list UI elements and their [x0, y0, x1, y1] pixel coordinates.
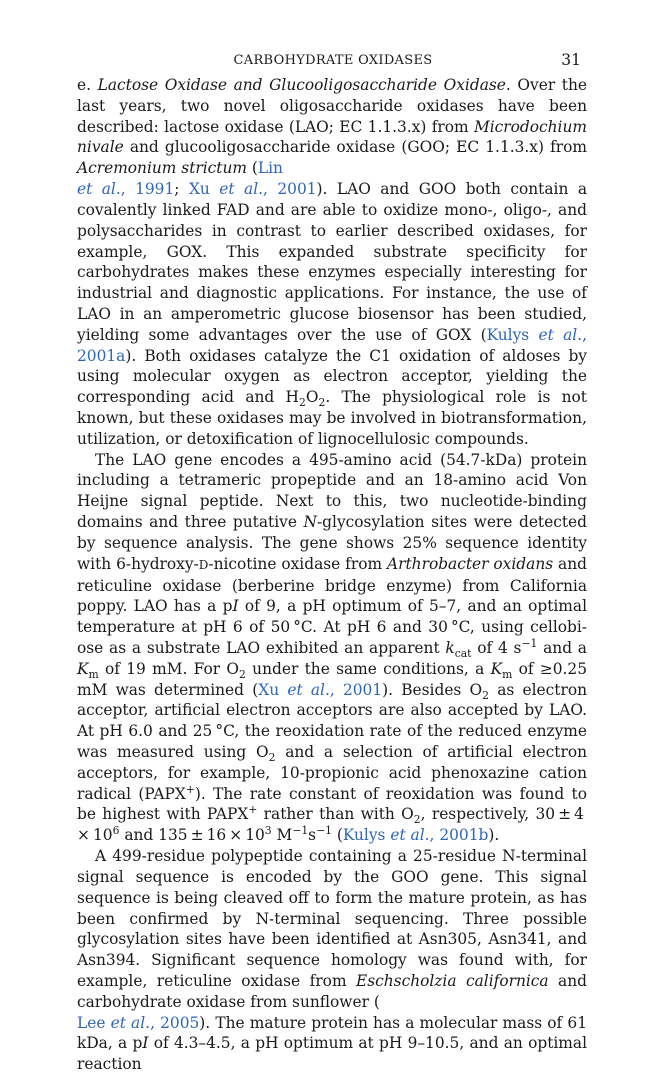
- citation-link[interactable]: Kulys et al., 2001a: [77, 325, 587, 365]
- citation-link[interactable]: Lin et al., 1991: [77, 159, 283, 199]
- organism-name: Microdochium nivale: [77, 117, 587, 157]
- body-text: [77, 75, 587, 1075]
- paragraph-lao-gene: The LAO gene encodes a 495-amino acid (54.7-kDa) protein including a tetrameric propeptide and an 18-amino acid Von Heijne signal peptide. Next to this, two nucleotide-binding domains and three putative N-glycosylation sites were detected by sequence analysis. The gene shows 25% sequence identity with 6-hydroxy-D-nicotine oxidase from Arthrobacter oxidans and reticuline oxidase (berberine bridge enzyme) from California poppy. LAO has a pI of 9, a pH optimum of 5–7, and an optimal temperature at pH 6 of 50 °C. At pH 6 and 30 °C, using cellobiose as a substrate LAO exhibited an apparent $k_{cat}$ of 4 $s^{-1}$ and a $K_m$ of 19 mM. For $O_2$ under the same conditions, a $K_m$ of ≥0.25 mM was determined (Xu et al., 2001). Besides $O_2$ as electron acceptor, artificial electron acceptors are also accepted by LAO. At pH 6.0 and 25 °C, the reoxidation rate of the reduced enzyme was measured using $O_2$ and a selection of artificial electron acceptors, for example, 10-propionic acid phenoxazine cation radical (PAPX+). The rate constant of reoxidation was found to be highest with PAPX+ rather than with $O_2$, respectively, $30 \pm 4 \times 10^6$ and $135 \pm 16 \times 10^3$ $M^{-1}s^{-1}$ (Kulys et al., 2001b).: [77, 450, 588, 845]
- citation-link[interactable]: Kulys et al., 2001b: [342, 826, 489, 845]
- running-head-title: CARBOHYDRATE OXIDASES: [233, 53, 433, 68]
- citation-link[interactable]: Lee et al., 2005: [77, 1013, 200, 1032]
- paragraph-goo-gene: A 499-residue polypeptide containing a 25-residue N-terminal signal sequence is encoded by the GOO gene. This signal sequence is being cleaved off to form the mature protein, as has been confirmed by N-terminal sequencing. Three possible glycosylation sites have been identified at Asn305, Asn341, and Asn394. Significant sequence homology was found with, for example, reticuline oxidase from Eschscholzia californica and carbohydrate oxidase from sunflower ( Lee et al., 2005). The mature protein has a molecular mass of 61 kDa, a pI of 4.3–4.5, a pH optimum at pH 9–10.5, and an optimal reaction: [77, 847, 587, 1074]
- organism-name: Arthrobacter oxidans: [387, 554, 554, 573]
- running-head: [0, 50, 666, 72]
- section-prefix: e.: [77, 76, 98, 94]
- citation-link[interactable]: Xu et al., 2001: [188, 180, 317, 199]
- organism-name: Eschscholzia californica: [356, 971, 549, 990]
- section-heading: Lactose Oxidase and Glucooligosaccharide Oxidase.: [97, 76, 511, 94]
- citation-link[interactable]: Xu et al., 2001: [258, 680, 383, 699]
- paragraph-lactose-oxidase: e. Lactose Oxidase and Glucooligosaccharide Oxidase. Over the last years, two novel oligosaccharide oxidases have been described: lactose oxidase (LAO; EC 1.1.3.x) from Microdochium nivale and glucooligosaccharide oxidase (GOO; EC 1.1.3.x) from Acremonium strictum (Lin et al., 1991; Xu et al., 2001). LAO and GOO both contain a covalently linked FAD and are able to oxidize mono-, oligo-, and polysaccharides in contrast to earlier described oxidases, for example, GOX. This expanded substrate specificity for carbohydrates makes these enzymes especially interesting for industrial and diagnostic applications. For instance, the use of LAO in an amperometric glucose biosensor has been studied, yielding some advantages over the use of GOX (Kulys et al., 2001a). Both oxidases catalyze the C1 oxidation of aldoses by using molecular oxygen as electron acceptor, yielding the corresponding acid and $H_2O_2$. The physiological role is not known, but these oxidases may be involved in biotransformation, utilization, or detoxification of lignocellulosic compounds.: [77, 76, 587, 448]
- page-number: 31: [561, 51, 581, 69]
- organism-name: Acremonium strictum: [77, 159, 247, 178]
